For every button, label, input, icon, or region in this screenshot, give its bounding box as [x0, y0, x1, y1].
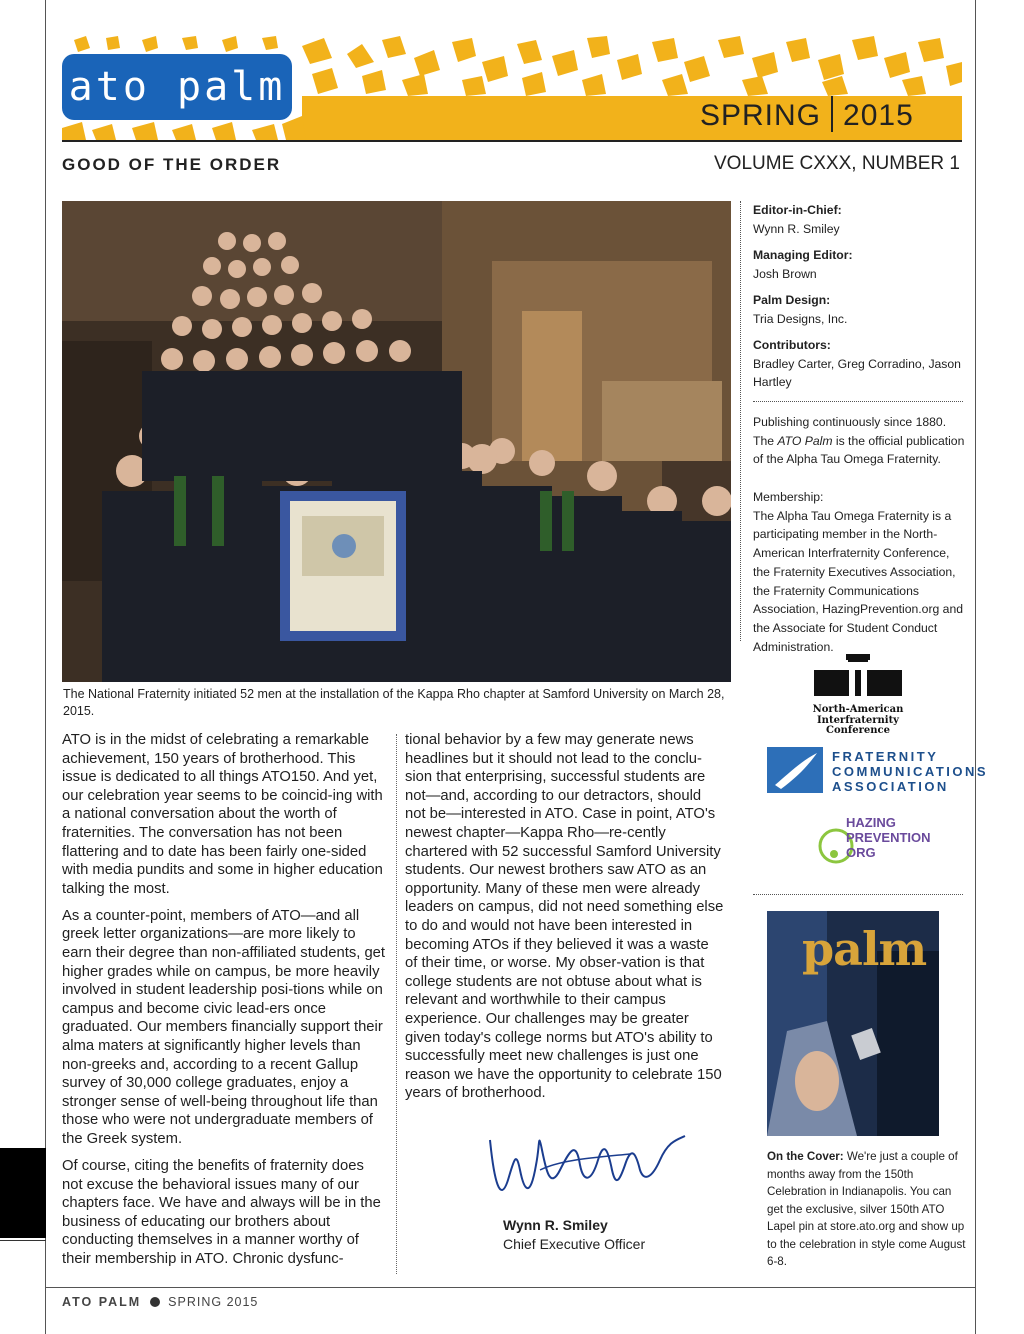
- issue-season: [700, 96, 914, 133]
- nic-line: North-American: [812, 704, 904, 715]
- masthead-rule: [753, 401, 963, 402]
- header-rule: [62, 140, 962, 142]
- volume-number: VOLUME CXXX, NUMBER 1: [714, 153, 960, 174]
- article-paragraph: As a counter-point, members of ATO—and all greek letter organizations—are more likely to earn their degree than non-affiliated students, get higher grades while on campus, be more heavily involved in student leadership posi-tions while on campus and become civic lead-ers once graduated. Our members financially support their alma maters at significantly higher levels than non-greeks and, according to a recent Gallup survey of 30,000 college graduates, enjoy a stronger sense of well-being throughout life than those who were not undergraduate members of the Greek system.: [62, 907, 386, 1147]
- section-title: GOOD OF THE ORDER: [62, 155, 282, 174]
- nic-column-icon: [812, 650, 904, 700]
- page-footer: [62, 1295, 258, 1309]
- nic-logo: [812, 650, 904, 734]
- sidebar-divider: [740, 201, 741, 641]
- masthead-credits: [753, 201, 968, 400]
- footer-separator-icon: [150, 1297, 160, 1307]
- fca-logo-text: [832, 749, 988, 794]
- design-name: Tria Designs, Inc.: [753, 311, 848, 326]
- ato-palm-logo: [62, 54, 292, 120]
- hp-line: HAZING: [846, 815, 896, 830]
- cover-description: [767, 1148, 967, 1271]
- signer-name: Wynn R. Smiley: [503, 1217, 608, 1233]
- article-paragraph: ATO is in the midst of celebrating a remarkable achievement, 150 years of brotherhood. This issue is dedicated to all things ATO150. And yet, our celebration year seems to be coincid-ing with a national conversation about the worth of fraternities. The conversation has not been flattering and to date has been fairly one-sided with media pundits and some in higher education talking the most.: [62, 732, 383, 897]
- article-paragraph: tional behavior by a few may generate news headlines but it should not lead to the conclu-sion that enterprising, successful students are not—and, according to our detractors, should not be—interested in ATO. Case in point, ATO's newest chapter—Kappa Rho—re-cently chartered with 52 successful Samford University students. Our newest brothers saw ATO as an opportunity. Many of these men were already leaders on campus, did not need something else to do and would not have been interested in becoming ATOs if they believed it was a waste of their time, or worse. My obser-vation is that college students are not obtuse about what is relevant and worthwhile to their campus experience. Our challenges may be greater given today's college norms but ATO's ability to successfully meet new challenges is just one reason we have the opportunity to celebrate 150 years of brotherhood.: [405, 732, 724, 1102]
- nic-line: Interfraternity: [817, 714, 899, 726]
- season-label: SPRING: [700, 99, 822, 132]
- publication-name: ATO Palm: [777, 433, 833, 448]
- fca-line: FRATERNITY: [832, 749, 939, 764]
- membership-label: Membership:: [753, 490, 824, 504]
- footer-issue: SPRING 2015: [168, 1295, 259, 1309]
- nic-line: Conference: [826, 725, 890, 736]
- chapter-group-photo: [62, 201, 731, 682]
- article-column-1: [62, 731, 387, 1277]
- logo-text: ato palm: [68, 64, 286, 110]
- page-frame-bottom: [45, 1287, 976, 1288]
- footer-brand: ATO PALM: [62, 1295, 142, 1309]
- contributors-names: Bradley Carter, Greg Corradino, Jason Hartley: [753, 356, 961, 389]
- cover-text: We're just a couple of months away from the 150th Celebration in Indianapolis. You can get the exclusive, silver 150th ATO Lapel pin at store.ato.org and show up to the celebration in style come August 6-8.: [767, 1150, 966, 1268]
- season-year: 2015: [843, 99, 914, 132]
- editor-label: Editor-in-Chief:: [753, 203, 842, 217]
- membership-info: [753, 488, 968, 656]
- hp-line: ORG: [846, 845, 876, 860]
- signature-graphic: [480, 1110, 690, 1220]
- publishing-text: is the official publication of the Alpha Tau Omega Fraternity.: [753, 433, 965, 467]
- hp-line: PREVENTION: [846, 830, 931, 845]
- page-frame-left: [45, 0, 46, 1334]
- column-divider: [396, 734, 397, 1274]
- page-frame-right: [975, 0, 976, 1334]
- managing-editor-label: Managing Editor:: [753, 248, 853, 262]
- cover-masthead: palm: [802, 922, 927, 976]
- design-label: Palm Design:: [753, 293, 831, 307]
- publishing-info: [753, 413, 968, 469]
- fca-line: ASSOCIATION: [832, 779, 949, 794]
- page-edge-tab: [0, 1148, 46, 1238]
- contributors-label: Contributors:: [753, 338, 831, 352]
- membership-text: The Alpha Tau Omega Fraternity is a participating member in the North-American Interfraternity Conference, the Fraternity Executives Association, the Fraternity Communications Association, HazingPrevention.org and the Associate for Student Conduct Administration.: [753, 508, 964, 654]
- publishing-since: Publishing continuously since 1880.: [753, 415, 947, 429]
- group-photo-illustration: [62, 201, 731, 682]
- publishing-statement: [753, 432, 968, 469]
- fca-line: COMMUNICATIONS: [832, 764, 989, 779]
- logos-rule: [753, 894, 963, 895]
- article-paragraph: Of course, citing the benefits of fraternity does not excuse the behavioral issues many of our chapters face. We have and always will be in the business of educating our brothers about conducting themselves in a manner worthy of their membership in ATO. Chronic dysfunc-: [62, 1158, 381, 1268]
- managing-editor-name: Josh Brown: [753, 266, 817, 281]
- season-divider: [831, 96, 833, 132]
- editor-name: Wynn R. Smiley: [753, 221, 840, 236]
- cover-label: On the Cover:: [767, 1150, 844, 1163]
- publishing-text: The: [753, 433, 778, 448]
- article-column-2: [405, 731, 725, 1111]
- photo-caption: The National Fraternity initiated 52 men at the installation of the Kappa Rho chapter at Samford University on March 28, 2015.: [63, 687, 725, 718]
- hp-logo-text: [846, 815, 931, 860]
- signer-title: Chief Executive Officer: [503, 1236, 646, 1252]
- page-edge-tab-rule: [0, 1240, 46, 1241]
